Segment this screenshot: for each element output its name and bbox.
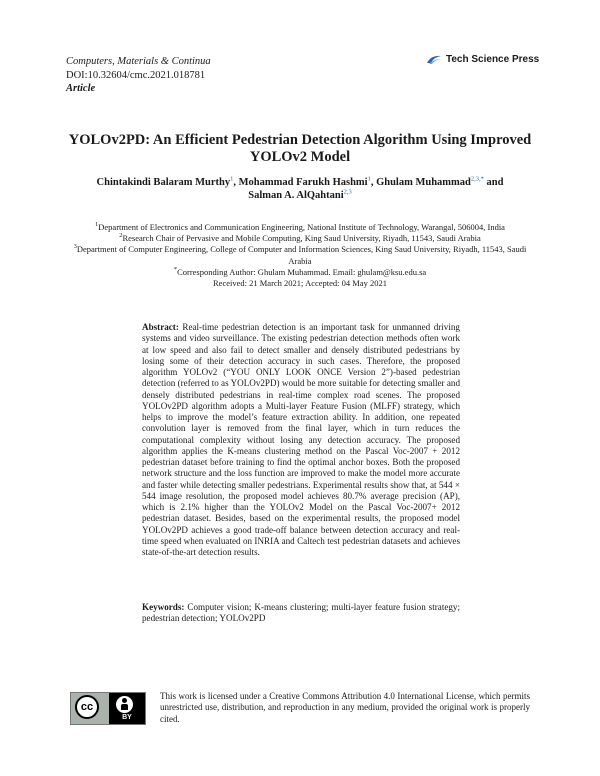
publisher-name: Tech Science Press [446, 53, 540, 65]
corresponding-author: *Corresponding Author: Ghulam Muhammad. Email: ghulam@ksu.edu.sa [173, 265, 427, 277]
affiliation-item: $^3$Department of Computer Engineering, College of Computer and Information Sciences, King Saud University, Riyadh, 11543, Saudi Arabia [73, 243, 527, 266]
cc-by-badge[interactable] [70, 692, 146, 725]
author-affil-sup[interactable]: 1 [230, 175, 234, 183]
affiliation-item: $^2$Research Chair of Pervasive and Mobile Computing, King Saud University, Riyadh, 11543, Saudi Arabia [119, 232, 481, 244]
tech-science-press-icon [426, 53, 442, 65]
paper-title: YOLOv2PD: An Efficient Pedestrian Detection Algorithm Using Improved YOLOv2 Model [68, 132, 532, 165]
author-name: Salman A. AlQahtani [248, 190, 344, 201]
article-type: Article [66, 83, 96, 94]
author-name: Mohammad Farukh Hashmi [238, 177, 368, 188]
creative-commons-icon: cc [75, 695, 99, 719]
publisher-logo [426, 53, 539, 65]
author-name: Ghulam Muhammad [376, 177, 471, 188]
keywords [142, 602, 460, 625]
affiliation-item: $^1$Department of Electronics and Communication Engineering, National Institute of Technology, Warangal, 506004, India [95, 221, 505, 232]
attribution-person-icon [116, 696, 133, 713]
author-list: Chintakindi Balaram Murthy$^1$, Mohammad Farukh Hashmi$^1$, Ghulam Muhammad$^{2,3,*}$ and Salman A. AlQahtani$^{2,3}$ [96, 175, 504, 201]
keywords-label: Keywords: [142, 602, 185, 612]
abstract-text: Real-time pedestrian detection is an important task for unmanned driving systems and video surveillance. The existing pedestrian detection methods often work at low speed and also fail to detect smaller and densely distributed pedestrians by losing some of their detection accuracy in such cases. Therefore, the proposed algorithm YOLOv2 (“YOU ONLY LOOK ONCE Version 2”)-based pedestrian detection (referred to as YOLOv2PD) would be more suitable for detecting smaller and densely distributed pedestrians in real-time complex road scenes. The proposed YOLOv2PD algorithm adopts a Multi-layer Feature Fusion (MLFF) strategy, which helps to improve the model’s feature extraction ability. In addition, one repeated convolution layer is removed from the final layer, which in turn reduces the computational complexity without losing any detection accuracy. The proposed algorithm applies the K-means clustering method on the Pascal Voc-2007 + 2012 pedestrian dataset before training to find the optimal anchor boxes. Both the proposed network structure and the loss function are improved to make the model more accurate and faster while detecting smaller pedestrians. Experimental results show that, at 544 × 544 image resolution, the proposed model achieves 80.7% average precision (AP), which is 2.1% higher than the YOLOv2 Model on the Pascal Voc-2007+ 2012 pedestrian dataset. Besides, based on the experimental results, the proposed model YOLOv2PD achieves a good trade-off balance between detection accuracy and real-time speed when evaluated on INRIA and Caltech test pedestrian datasets and achieves state-of-the-art detection results. [142, 322, 460, 557]
abstract [142, 322, 460, 558]
journal-name: Computers, Materials & Continua [66, 56, 211, 67]
journal-header [66, 55, 211, 96]
author-name: Chintakindi Balaram Murthy [96, 177, 231, 188]
doi[interactable]: DOI:10.32604/cmc.2021.018781 [66, 69, 206, 81]
author-affil-sup[interactable]: 2,3 [343, 188, 352, 196]
by-label: BY [122, 714, 132, 721]
affiliations [70, 222, 530, 289]
keywords-text: Computer vision; K-means clustering; multi-layer feature fusion strategy; pedestrian detection; YOLOv2PD [142, 602, 460, 624]
author-affil-sup[interactable]: 1 [367, 175, 371, 183]
abstract-label: Abstract: [142, 322, 179, 332]
author-affil-sup[interactable]: 2,3,* [470, 175, 484, 183]
received-accepted-dates: Received: 21 March 2021; Accepted: 04 May 2021 [213, 278, 387, 289]
license-text: This work is licensed under a Creative Commons Attribution 4.0 International License, which permits unrestricted use, distribution, and reproduction in any medium, provided the original work is properly cited. [160, 691, 530, 724]
